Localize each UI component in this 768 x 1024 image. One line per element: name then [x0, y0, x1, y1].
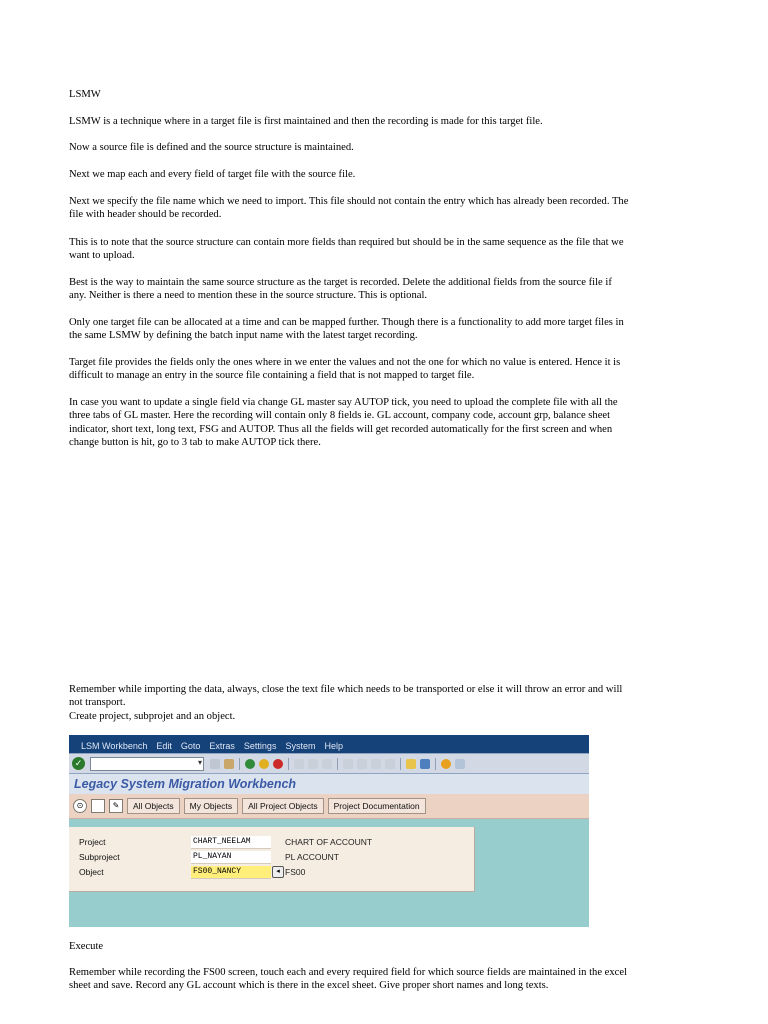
all-objects-button[interactable]: All Objects	[127, 798, 180, 814]
project-description: CHART OF ACCOUNT	[285, 837, 373, 847]
toolbar-separator	[288, 758, 289, 770]
shortcut-icon[interactable]	[420, 759, 430, 769]
document-title: LSMW	[69, 89, 101, 100]
layout-menu-icon[interactable]	[455, 759, 465, 769]
my-objects-button[interactable]: My Objects	[184, 798, 239, 814]
subproject-input[interactable]: PL_NAYAN	[191, 851, 271, 864]
paragraph-recording-note: Remember while recording the FS00 screen, touch each and every required field for which source fields are maintained in the excel sheet and save. Record any GL account which is there in the excel sheet. Give proper short names and long texts.	[69, 967, 628, 992]
menu-lsm-workbench[interactable]: LSM Workbench	[81, 741, 148, 751]
sap-screenshot	[69, 735, 589, 927]
input-help-icon[interactable]: ◂	[272, 866, 284, 878]
dropdown-icon[interactable]: ▾	[197, 757, 202, 767]
create-icon[interactable]	[91, 799, 105, 813]
subproject-description: PL ACCOUNT	[285, 852, 340, 862]
change-icon[interactable]: ✎	[109, 799, 123, 813]
subproject-row	[79, 850, 339, 864]
toolbar-separator	[400, 758, 401, 770]
find-next-icon[interactable]	[322, 759, 332, 769]
paragraph-source-structure: This is to note that the source structure can contain more fields than required but should be in the same sequence as the file that we want to upload.	[69, 237, 624, 262]
sap-standard-toolbar	[69, 753, 589, 774]
paragraph-source-file: Now a source file is defined and the source structure is maintained.	[69, 142, 354, 153]
paragraph-autop: In case you want to update a single field via change GL master say AUTOP tick, you need to upload the complete file with all the three tabs of GL master. Here the recording will contain only 8 fields ie. GL account, company code, account grp, balance sheet indicator, short text, long text, FSG and AUTOP. Thus all the fields will get recorded automatically for the first screen and when change button is hit, go to 3 tab to make AUTOP tick there.	[69, 397, 618, 449]
menu-system[interactable]: System	[285, 741, 316, 751]
application-toolbar	[69, 794, 589, 819]
menu-help[interactable]: Help	[324, 741, 343, 751]
paragraph-target-fields: Target file provides the fields only the ones where in we enter the values and not the one for which no value is entered. Hence it is difficult to manage an entry in the source file containing a field that is not mapped to target file.	[69, 357, 621, 382]
new-session-icon[interactable]	[406, 759, 416, 769]
paragraph-file-name: Next we specify the file name which we need to import. This file should not contain the entry which has already been recorded. The file with header should be recorded.	[69, 196, 629, 221]
menu-settings[interactable]: Settings	[243, 741, 277, 751]
paragraph-create-project: Create project, subprojet and an object.	[69, 711, 236, 722]
selection-form	[69, 827, 475, 892]
back-icon[interactable]	[245, 759, 255, 769]
project-input[interactable]: CHART_NEELAM	[191, 836, 271, 849]
object-row	[79, 865, 305, 879]
project-documentation-button[interactable]: Project Documentation	[328, 798, 426, 814]
enter-icon[interactable]: ✓	[72, 757, 85, 770]
save-icon[interactable]	[224, 759, 234, 769]
object-description: FS00	[285, 867, 306, 877]
paragraph-import-note: Remember while importing the data, always, close the text file which needs to be transported or else it will throw an error and will not transport.	[69, 684, 623, 709]
cancel-icon[interactable]	[273, 759, 283, 769]
menu-extras[interactable]: Extras	[209, 741, 235, 751]
project-row	[79, 835, 372, 849]
help-icon[interactable]	[441, 759, 451, 769]
print-icon[interactable]	[294, 759, 304, 769]
paragraph-intro: LSMW is a technique where in a target file is first maintained and then the recording is made for this target file.	[69, 116, 543, 127]
object-input[interactable]: FS00_NANCY	[191, 866, 271, 879]
menu-goto[interactable]: Goto	[180, 741, 201, 751]
menu-edit[interactable]: Edit	[156, 741, 172, 751]
toolbar-separator	[435, 758, 436, 770]
paragraph-execute: Execute	[69, 941, 104, 952]
previous-page-icon[interactable]	[357, 759, 367, 769]
next-page-icon[interactable]	[371, 759, 381, 769]
toolbar-separator	[239, 758, 240, 770]
subproject-label: Subproject	[79, 852, 120, 862]
sap-menubar	[69, 735, 589, 753]
execute-icon[interactable]: ⊙	[73, 799, 87, 813]
paragraph-mapping: Next we map each and every field of target file with the source file.	[69, 169, 356, 180]
exit-icon[interactable]	[259, 759, 269, 769]
first-page-icon[interactable]	[343, 759, 353, 769]
back-arrow-icon[interactable]	[210, 759, 220, 769]
find-icon[interactable]	[308, 759, 318, 769]
command-field[interactable]	[90, 757, 204, 771]
toolbar-separator	[337, 758, 338, 770]
object-label: Object	[79, 867, 104, 877]
screen-title: Legacy System Migration Workbench	[74, 777, 297, 791]
project-label: Project	[79, 837, 106, 847]
all-project-objects-button[interactable]: All Project Objects	[242, 798, 323, 814]
paragraph-one-target: Only one target file can be allocated at a time and can be mapped further. Though there is a functionality to add more target files in the same LSMW by defining the batch input name with the latest target recording.	[69, 317, 624, 342]
last-page-icon[interactable]	[385, 759, 395, 769]
paragraph-best-way: Best is the way to maintain the same source structure as the target is recorded. Delete the additional fields from the source file if any. Neither is there a need to mention these in the source structure. This is optional.	[69, 277, 612, 302]
sap-title-bar	[69, 774, 589, 794]
